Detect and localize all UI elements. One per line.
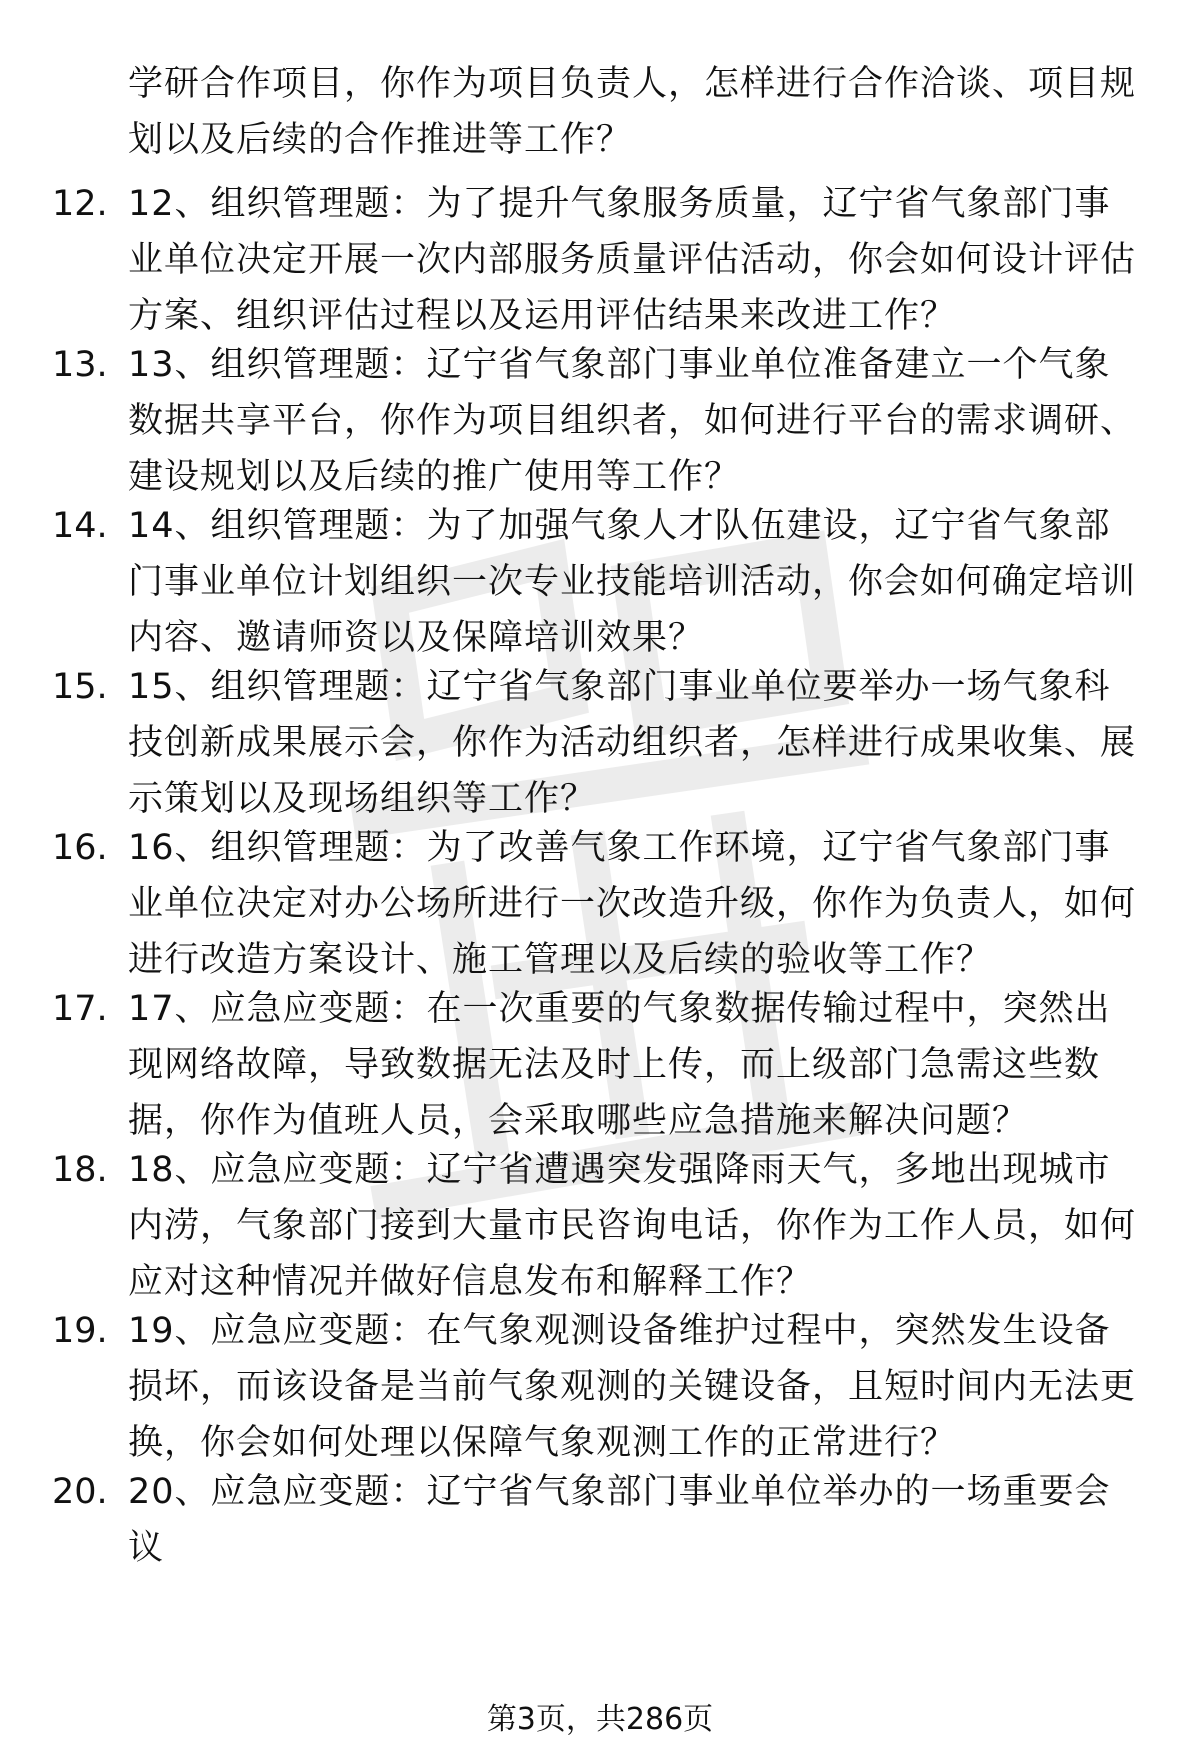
list-item-text: 12、组织管理题：为了提升气象服务质量，辽宁省气象部门事业单位决定开展一次内部服务质量评估活动，你会如何设计评估方案、组织评估过程以及运用评估结果来改进工作？	[128, 184, 1137, 336]
list-item-number: 14.	[52, 506, 108, 546]
list-item-text: 17、应急应变题：在一次重要的气象数据传输过程中，突然出现网络故障，导致数据无法及时上传，而上级部门急需这些数据，你作为值班人员，会采取哪些应急措施来解决问题？	[128, 989, 1111, 1141]
list-item-text: 20、应急应变题：辽宁省气象部门事业单位举办的一场重要会议	[128, 1472, 1111, 1568]
list-item-number: 18.	[52, 1150, 108, 1190]
list-item-number: 20.	[52, 1472, 108, 1512]
list-item-text: 18、应急应变题：辽宁省遭遇突发强降雨天气，多地出现城市内涝，气象部门接到大量市民咨询电话，你作为工作人员，如何应对这种情况并做好信息发布和解释工作？	[128, 1150, 1137, 1302]
list-item-text: 19、应急应变题：在气象观测设备维护过程中，突然发生设备损坏，而该设备是当前气象观测的关键设备，且短时间内无法更换，你会如何处理以保障气象观测工作的正常进行？	[128, 1311, 1137, 1463]
list-item-number: 12.	[52, 184, 108, 224]
page-footer: 第3页，共286页	[486, 1702, 714, 1737]
list-item-text: 13、组织管理题：辽宁省气象部门事业单位准备建立一个气象数据共享平台，你作为项目组织者，如何进行平台的需求调研、建设规划以及后续的推广使用等工作？	[128, 345, 1137, 497]
list-item-number: 13.	[52, 345, 108, 385]
intro-continuation-text: 学研合作项目，你作为项目负责人，怎样进行合作洽谈、项目规划以及后续的合作推进等工作？	[128, 64, 1137, 160]
list-item-text: 15、组织管理题：辽宁省气象部门事业单位要举办一场气象科技创新成果展示会，你作为活动组织者，怎样进行成果收集、展示策划以及现场组织等工作？	[128, 667, 1137, 819]
list-item-number: 16.	[52, 828, 108, 868]
list-item-number: 19.	[52, 1311, 108, 1351]
list-item-number: 17.	[52, 989, 108, 1029]
list-item-text: 16、组织管理题：为了改善气象工作环境，辽宁省气象部门事业单位决定对办公场所进行一次改造升级，你作为负责人，如何进行改造方案设计、施工管理以及后续的验收等工作？	[128, 828, 1137, 980]
list-item-number: 15.	[52, 667, 108, 707]
list-item-text: 14、组织管理题：为了加强气象人才队伍建设，辽宁省气象部门事业单位计划组织一次专业技能培训活动，你会如何确定培训内容、邀请师资以及保障培训效果？	[128, 506, 1137, 658]
